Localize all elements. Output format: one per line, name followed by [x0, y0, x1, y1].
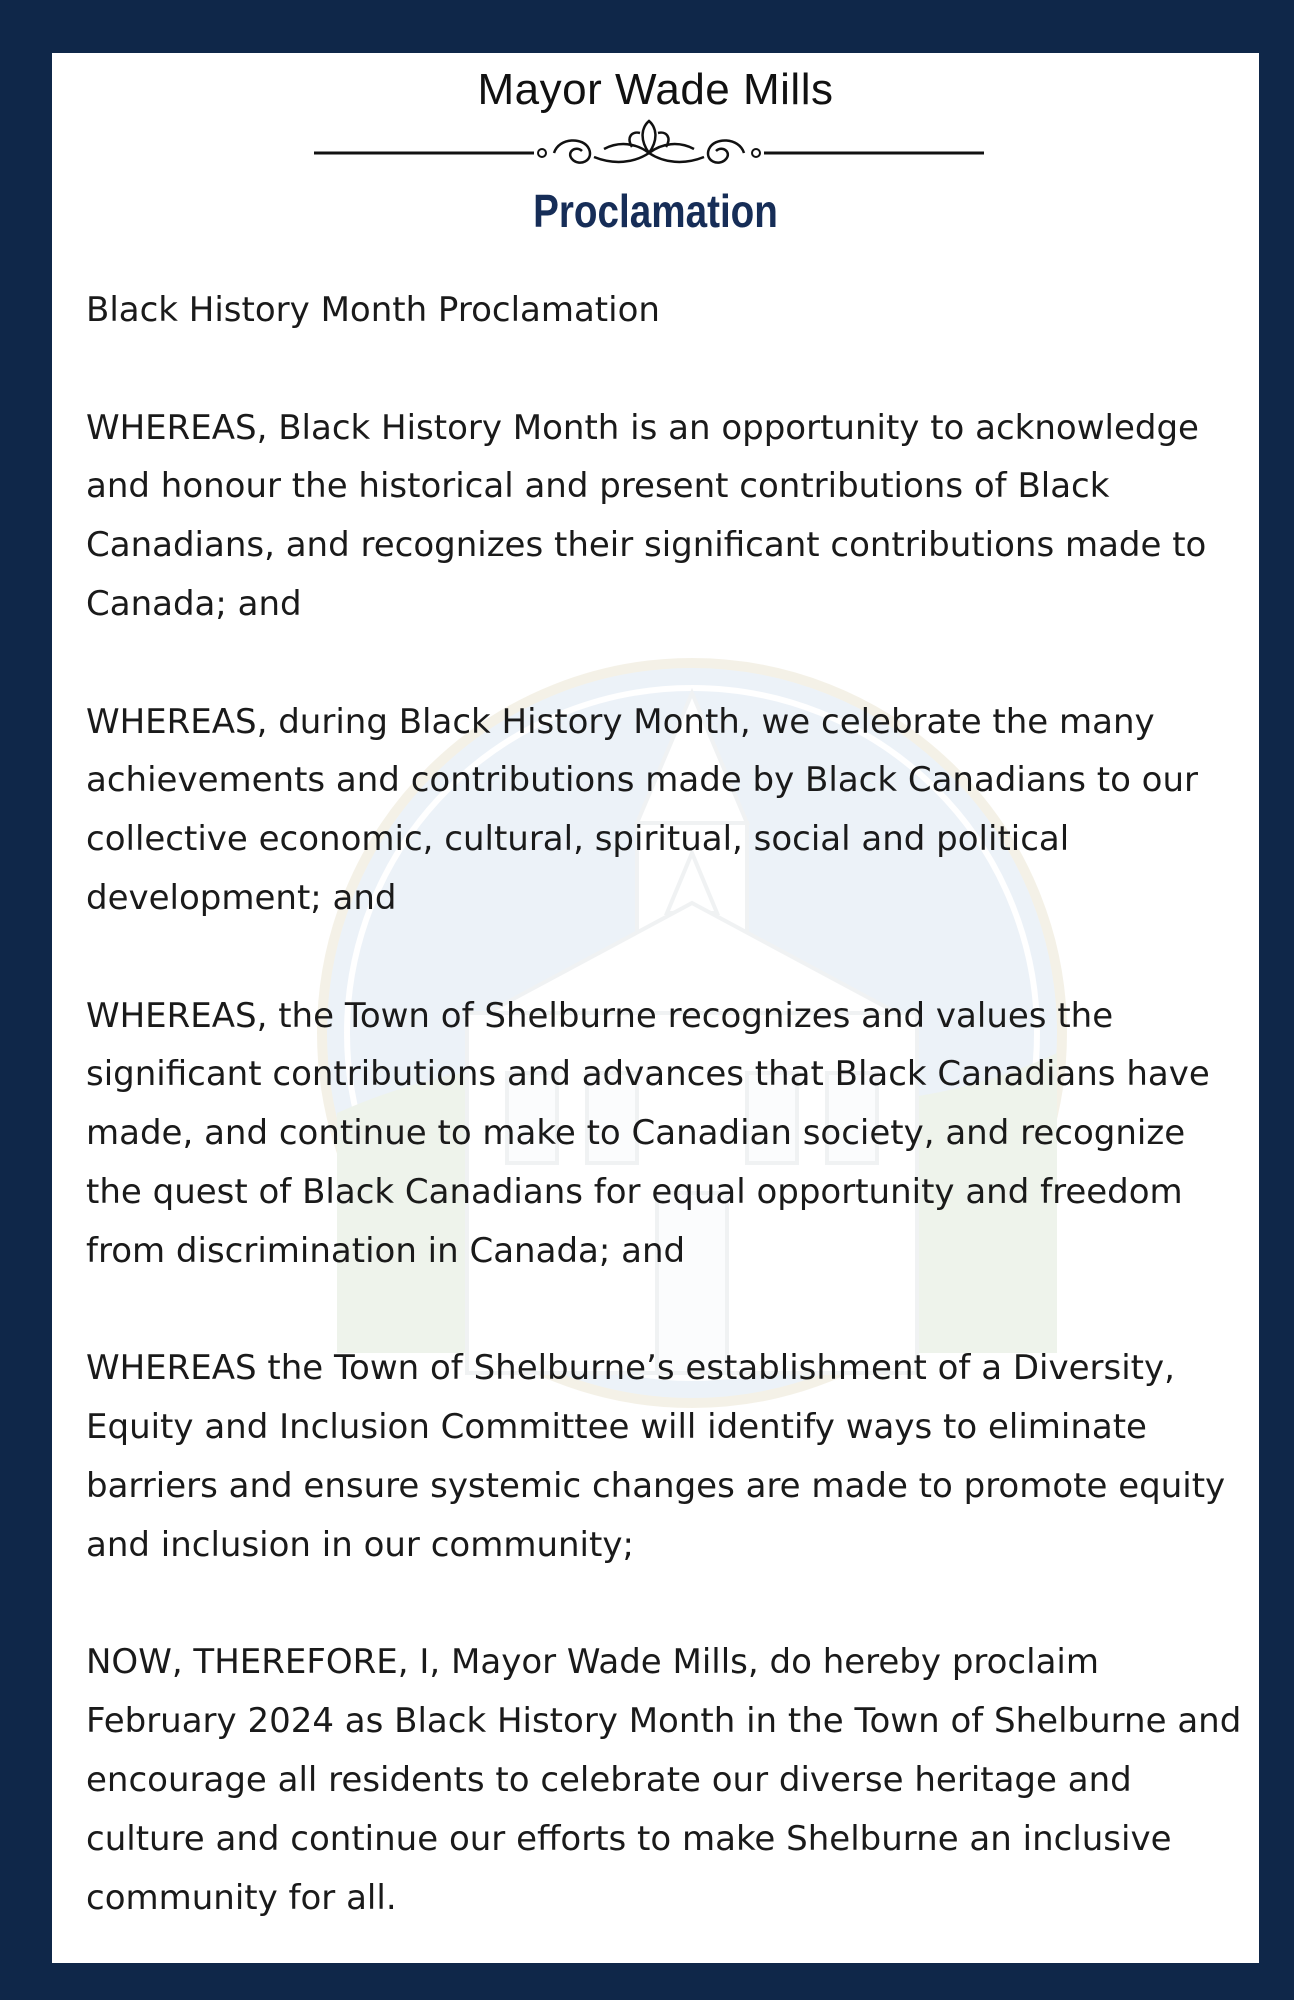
whereas-paragraph-2: WHEREAS, during Black History Month, we celebrate the many achievements and contributions made by Black Canadians to our collective economic, cultural, spiritual, social and political development; and	[86, 701, 1199, 918]
scroll-divider-icon	[314, 119, 984, 189]
whereas-paragraph-4: WHEREAS the Town of Shelburne’s establishment of a Diversity, Equity and Inclusion Committee will identify ways to eliminate barriers and ensure systemic changes are made to promote equity and inclusion in our community;	[86, 1348, 1226, 1565]
proclamation-card	[52, 53, 1259, 1963]
proclamation-title: Black History Month Proclamation	[86, 290, 660, 330]
whereas-paragraph-1: WHEREAS, Black History Month is an opportunity to acknowledge and honour the historical and present contributions of Black Canadians, and recognizes their significant contributions made to Canada; and	[86, 407, 1207, 624]
mayor-name: Mayor Wade Mills	[477, 65, 834, 114]
proclamation-heading: Proclamation	[533, 185, 778, 237]
whereas-paragraph-3: WHEREAS, the Town of Shelburne recognizes and values the significant contributions and advances that Black Canadians have made, and continue to make to Canadian society, and recognize the quest of Black Canadians for equal opportunity and freedom from discrimination in Canada; and	[86, 995, 1210, 1271]
proclamation-paragraph: NOW, THEREFORE, I, Mayor Wade Mills, do hereby proclaim February 2024 as Black History Month in the Town of Shelburne and encourage all residents to celebrate our diverse heritage and culture and continue our efforts to make Shelburne an inclusive community for all.	[86, 1642, 1242, 1918]
proclamation-body	[86, 281, 1251, 1963]
